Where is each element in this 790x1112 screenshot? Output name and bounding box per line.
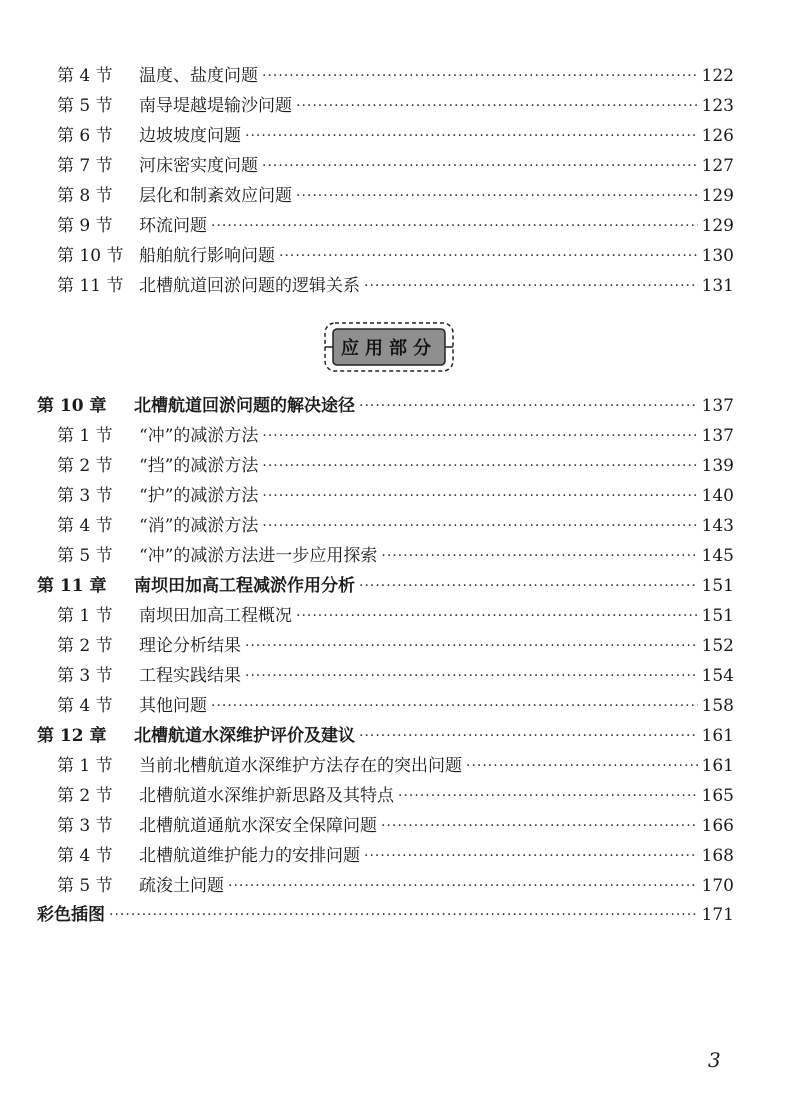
section-number: 第 5 节 — [57, 96, 113, 116]
leader-dots — [262, 511, 697, 541]
toc-section-row[interactable] — [57, 511, 734, 541]
leader-dots — [466, 751, 698, 781]
section-title: 疏浚土问题 — [139, 876, 224, 896]
section-title: “消”的减淤方法 — [139, 516, 259, 536]
toc-section-row[interactable] — [57, 481, 734, 511]
section-title: 工程实践结果 — [139, 666, 241, 686]
leader-dots — [245, 631, 698, 661]
leader-dots — [211, 691, 698, 721]
section-number: 第 5 节 — [57, 876, 113, 896]
section-title: 北槽航道通航水深安全保障问题 — [139, 816, 377, 836]
section-number: 第 6 节 — [57, 126, 113, 146]
leader-dots — [296, 601, 698, 631]
section-number: 第 1 节 — [57, 606, 113, 626]
toc-section-row[interactable] — [57, 541, 734, 571]
toc-section-row[interactable] — [57, 61, 734, 91]
page-number: 129 — [701, 186, 734, 206]
section-title: 理论分析结果 — [139, 636, 241, 656]
page-number: 170 — [701, 876, 734, 896]
leader-dots — [296, 91, 698, 121]
leader-dots — [262, 61, 698, 91]
leader-dots — [296, 181, 698, 211]
section-number: 第 1 节 — [57, 426, 113, 446]
page-number: 154 — [701, 666, 734, 686]
section-title: 当前北槽航道水深维护方法存在的突出问题 — [139, 756, 462, 776]
toc-section-row[interactable] — [57, 751, 734, 781]
part-title: 应用部分 — [341, 338, 437, 359]
leader-dots — [228, 871, 698, 901]
toc-section-row[interactable] — [57, 841, 734, 871]
section-title: 北槽航道水深维护新思路及其特点 — [139, 786, 394, 806]
section-title: “护”的减淤方法 — [139, 486, 259, 506]
chapter-number: 第 10 章 — [37, 396, 107, 416]
section-title: 环流问题 — [139, 216, 207, 236]
toc-section-row[interactable] — [57, 451, 734, 481]
section-number: 第 4 节 — [57, 66, 113, 86]
toc-section-row[interactable] — [57, 241, 734, 271]
leader-dots — [262, 421, 697, 451]
leader-dots — [398, 781, 698, 811]
section-number: 第 10 节 — [57, 246, 124, 266]
toc-section-row[interactable] — [57, 631, 734, 661]
leader-dots — [279, 241, 698, 271]
section-number: 第 8 节 — [57, 186, 113, 206]
toc-section-row[interactable] — [57, 271, 734, 301]
page-number: 140 — [701, 486, 734, 506]
chapter-title: 南坝田加高工程减淤作用分析 — [134, 576, 355, 596]
page-number: 139 — [701, 456, 734, 476]
toc-chapter-row[interactable] — [37, 571, 734, 601]
chapter-number: 第 12 章 — [37, 726, 107, 746]
toc-section-row[interactable] — [57, 781, 734, 811]
section-number: 第 1 节 — [57, 756, 113, 776]
section-number: 第 4 节 — [57, 516, 113, 536]
chapter-title: 北槽航道水深维护评价及建议 — [134, 726, 355, 746]
section-number: 第 2 节 — [57, 636, 113, 656]
leader-dots — [245, 661, 698, 691]
chapter-number: 第 11 章 — [37, 576, 107, 596]
leader-dots — [359, 721, 698, 751]
toc-section-row[interactable] — [57, 151, 734, 181]
leader-dots — [381, 541, 697, 571]
page-number: 165 — [701, 786, 734, 806]
section-title: 北槽航道回淤问题的逻辑关系 — [139, 276, 360, 296]
page-number: 137 — [701, 426, 734, 446]
section-title: 边坡坡度问题 — [139, 126, 241, 146]
toc-section-row[interactable] — [57, 871, 734, 901]
leader-dots — [262, 481, 697, 511]
section-title: 船舶航行影响问题 — [139, 246, 275, 266]
section-number: 第 3 节 — [57, 486, 113, 506]
toc-section-row[interactable] — [57, 181, 734, 211]
leader-dots — [262, 451, 697, 481]
page-number: 161 — [701, 756, 734, 776]
section-title: 层化和制紊效应问题 — [139, 186, 292, 206]
folio-page-number: 3 — [708, 1048, 721, 1072]
section-title: 南坝田加高工程概况 — [139, 606, 292, 626]
page-number: 122 — [701, 66, 734, 86]
toc-section-row[interactable] — [57, 601, 734, 631]
page-number: 161 — [701, 726, 734, 746]
page-number: 126 — [701, 126, 734, 146]
part-banner — [324, 322, 454, 372]
leader-dots — [359, 391, 698, 421]
section-number: 第 2 节 — [57, 456, 113, 476]
section-title: “挡”的减淤方法 — [139, 456, 259, 476]
page-number: 168 — [701, 846, 734, 866]
chapter-title: 北槽航道回淤问题的解决途径 — [134, 396, 355, 416]
toc-section-row[interactable] — [57, 661, 734, 691]
page-number: 151 — [701, 576, 734, 596]
leader-dots — [262, 151, 698, 181]
section-number: 第 4 节 — [57, 696, 113, 716]
leader-dots — [359, 571, 698, 601]
section-number: 第 7 节 — [57, 156, 113, 176]
page-number: 131 — [701, 276, 734, 296]
color-plates-title: 彩色插图 — [37, 905, 105, 925]
page-number: 151 — [701, 606, 734, 626]
page-number: 129 — [701, 216, 734, 236]
section-title: 南导堤越堤输沙问题 — [139, 96, 292, 116]
leader-dots — [364, 841, 698, 871]
page-number: 130 — [701, 246, 734, 266]
page-number: 123 — [701, 96, 734, 116]
leader-dots — [109, 900, 698, 930]
page-number: 158 — [701, 696, 734, 716]
section-number: 第 5 节 — [57, 546, 113, 566]
toc-color-plates-row[interactable] — [37, 900, 734, 930]
page-number: 166 — [701, 816, 734, 836]
toc-section-row[interactable] — [57, 691, 734, 721]
page-number: 171 — [701, 905, 734, 925]
page-number: 145 — [701, 546, 734, 566]
page-number: 143 — [701, 516, 734, 536]
page-number: 127 — [701, 156, 734, 176]
page-number: 137 — [701, 396, 734, 416]
toc-chapter-row[interactable] — [37, 391, 734, 421]
toc-section-row[interactable] — [57, 91, 734, 121]
section-title: “冲”的减淤方法 — [139, 426, 259, 446]
toc-section-row[interactable] — [57, 211, 734, 241]
page-number: 152 — [701, 636, 734, 656]
leader-dots — [211, 211, 698, 241]
section-title: 其他问题 — [139, 696, 207, 716]
leader-dots — [364, 271, 698, 301]
section-title: 温度、盐度问题 — [139, 66, 258, 86]
leader-dots — [381, 811, 698, 841]
section-number: 第 11 节 — [57, 276, 124, 296]
toc-section-row[interactable] — [57, 421, 734, 451]
section-number: 第 4 节 — [57, 846, 113, 866]
section-title: 北槽航道维护能力的安排问题 — [139, 846, 360, 866]
section-number: 第 2 节 — [57, 786, 113, 806]
toc-section-row[interactable] — [57, 811, 734, 841]
section-title: 河床密实度问题 — [139, 156, 258, 176]
toc-chapter-row[interactable] — [37, 721, 734, 751]
toc-section-row[interactable] — [57, 121, 734, 151]
section-title: “冲”的减淤方法进一步应用探索 — [139, 546, 378, 566]
section-number: 第 3 节 — [57, 666, 113, 686]
leader-dots — [245, 121, 698, 151]
section-number: 第 3 节 — [57, 816, 113, 836]
section-number: 第 9 节 — [57, 216, 113, 236]
